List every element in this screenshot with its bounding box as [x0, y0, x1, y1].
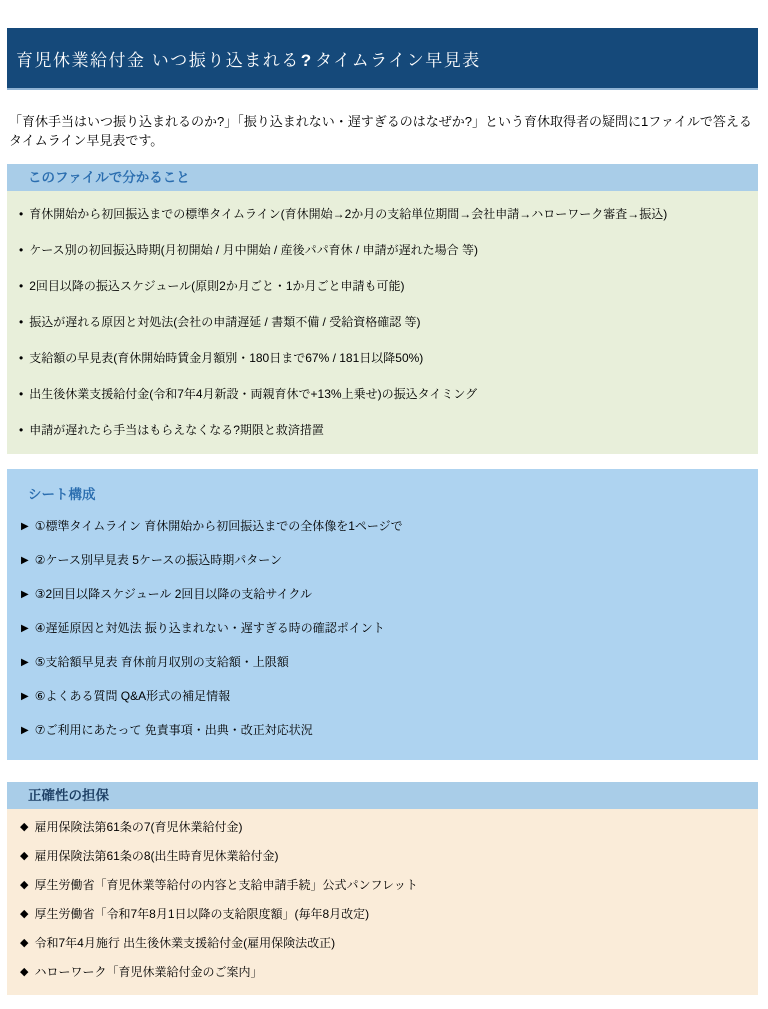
diamond-bullet-icon: ◆ — [20, 850, 29, 862]
section-sheets-body — [7, 509, 758, 747]
list-item-text: 支給額の早見表(育休開始時賃金月額別・180日まで67% / 181日以降50%) — [29, 350, 424, 365]
section-sheets-heading: シート構成 — [28, 487, 96, 502]
list-item — [7, 376, 758, 412]
section-accuracy-heading: 正確性の担保 — [7, 782, 758, 809]
list-item-text: ①標準タイムライン 育休開始から初回振込までの全体像を1ページで — [34, 518, 403, 533]
section-accuracy-body — [7, 809, 758, 995]
list-item-text: 厚生労働省「育児休業等給付の内容と支給申請手続」公式パンフレット — [34, 878, 418, 892]
list-item-text: 育休開始から初回振込までの標準タイムライン(育休開始→2か月の支給単位期間→会社申請→ハローワーク審査→振込) — [29, 206, 668, 221]
list-item — [7, 304, 758, 340]
list-item-text: 雇用保険法第61条の7(育児休業給付金) — [34, 820, 243, 834]
list-item-text: ハローワーク「育児休業給付金のご案内」 — [34, 965, 263, 979]
page-title-bar — [7, 28, 758, 90]
diamond-bullet-icon: ◆ — [20, 821, 29, 833]
list-item-text: 振込が遅れる原因と対処法(会社の申請遅延 / 書類不備 / 受給資格確認 等) — [29, 314, 421, 329]
list-item — [7, 509, 758, 543]
list-item — [7, 196, 758, 232]
list-item — [7, 577, 758, 611]
list-item — [7, 871, 758, 900]
diamond-bullet-icon: ◆ — [20, 879, 29, 891]
list-item-text: 申請が遅れたら手当はもらえなくなる?期限と救済措置 — [29, 422, 324, 437]
section-sheets — [7, 469, 758, 760]
list-item-text: ⑤支給額早見表 育休前月収別の支給額・上限額 — [34, 654, 289, 669]
section-overview — [7, 164, 758, 454]
list-item-text: ③2回目以降スケジュール 2回目以降の支給サイクル — [34, 586, 312, 601]
diamond-bullet-icon: ◆ — [20, 966, 29, 978]
list-item-text: ケース別の初回振込時期(月初開始 / 月中開始 / 産後パパ育休 / 申請が遅れた場合 等) — [29, 242, 478, 257]
dot-bullet-icon: • — [19, 314, 24, 329]
list-item-text: 2回目以降の振込スケジュール(原則2か月ごと・1か月ごと申請も可能) — [29, 278, 405, 293]
dot-bullet-icon: • — [19, 206, 24, 221]
triangle-bullet-icon: ▶ — [21, 724, 29, 736]
list-item — [7, 929, 758, 958]
list-item-text: ⑦ご利用にあたって 免責事項・出典・改正対応状況 — [34, 722, 313, 737]
section-overview-heading: このファイルで分かること — [7, 164, 758, 191]
page-title — [16, 46, 481, 71]
list-item — [7, 543, 758, 577]
list-item — [7, 340, 758, 376]
list-item — [7, 268, 758, 304]
diamond-bullet-icon: ◆ — [20, 937, 29, 949]
list-item — [7, 958, 758, 987]
list-item — [7, 679, 758, 713]
section-overview-body — [7, 191, 758, 454]
list-item-text: 令和7年4月施行 出生後休業支援給付金(雇用保険法改正) — [34, 936, 336, 950]
list-item — [7, 713, 758, 747]
triangle-bullet-icon: ▶ — [21, 690, 29, 702]
list-item-text: 出生後休業支援給付金(令和7年4月新設・両親育休で+13%上乗せ)の振込タイミング — [29, 386, 478, 401]
dot-bullet-icon: • — [19, 386, 24, 401]
page-title-pre: 育児休業給付金 いつ振り込まれる — [16, 50, 300, 70]
page-title-post: タイムライン早見表 — [315, 50, 481, 70]
dot-bullet-icon: • — [19, 422, 24, 437]
triangle-bullet-icon: ▶ — [21, 554, 29, 566]
list-item-text: ⑥よくある質問 Q&A形式の補足情報 — [34, 688, 231, 703]
dot-bullet-icon: • — [19, 350, 24, 365]
list-item — [7, 645, 758, 679]
intro-paragraph: 「育休手当はいつ振り込まれるのか?」「振り込まれない・遅すぎるのはなぜか?」という育休取得者の疑問に1ファイルで答えるタイムライン早見表です。 — [9, 114, 752, 148]
list-item-text: ②ケース別早見表 5ケースの振込時期パターン — [34, 552, 283, 567]
triangle-bullet-icon: ▶ — [21, 622, 29, 634]
list-item — [7, 232, 758, 268]
list-item — [7, 611, 758, 645]
page-title-question-mark: ? — [300, 50, 312, 70]
list-item-text: 雇用保険法第61条の8(出生時育児休業給付金) — [34, 849, 279, 863]
dot-bullet-icon: • — [19, 278, 24, 293]
list-item — [7, 900, 758, 929]
list-item — [7, 813, 758, 842]
list-item — [7, 842, 758, 871]
list-item-text: 厚生労働省「令和7年8月1日以降の支給限度額」(毎年8月改定) — [34, 907, 370, 921]
list-item-text: ④遅延原因と対処法 振り込まれない・遅すぎる時の確認ポイント — [34, 620, 385, 635]
list-item — [7, 412, 758, 448]
triangle-bullet-icon: ▶ — [21, 656, 29, 668]
triangle-bullet-icon: ▶ — [21, 520, 29, 532]
dot-bullet-icon: • — [19, 242, 24, 257]
diamond-bullet-icon: ◆ — [20, 908, 29, 920]
section-accuracy — [7, 782, 758, 995]
triangle-bullet-icon: ▶ — [21, 588, 29, 600]
